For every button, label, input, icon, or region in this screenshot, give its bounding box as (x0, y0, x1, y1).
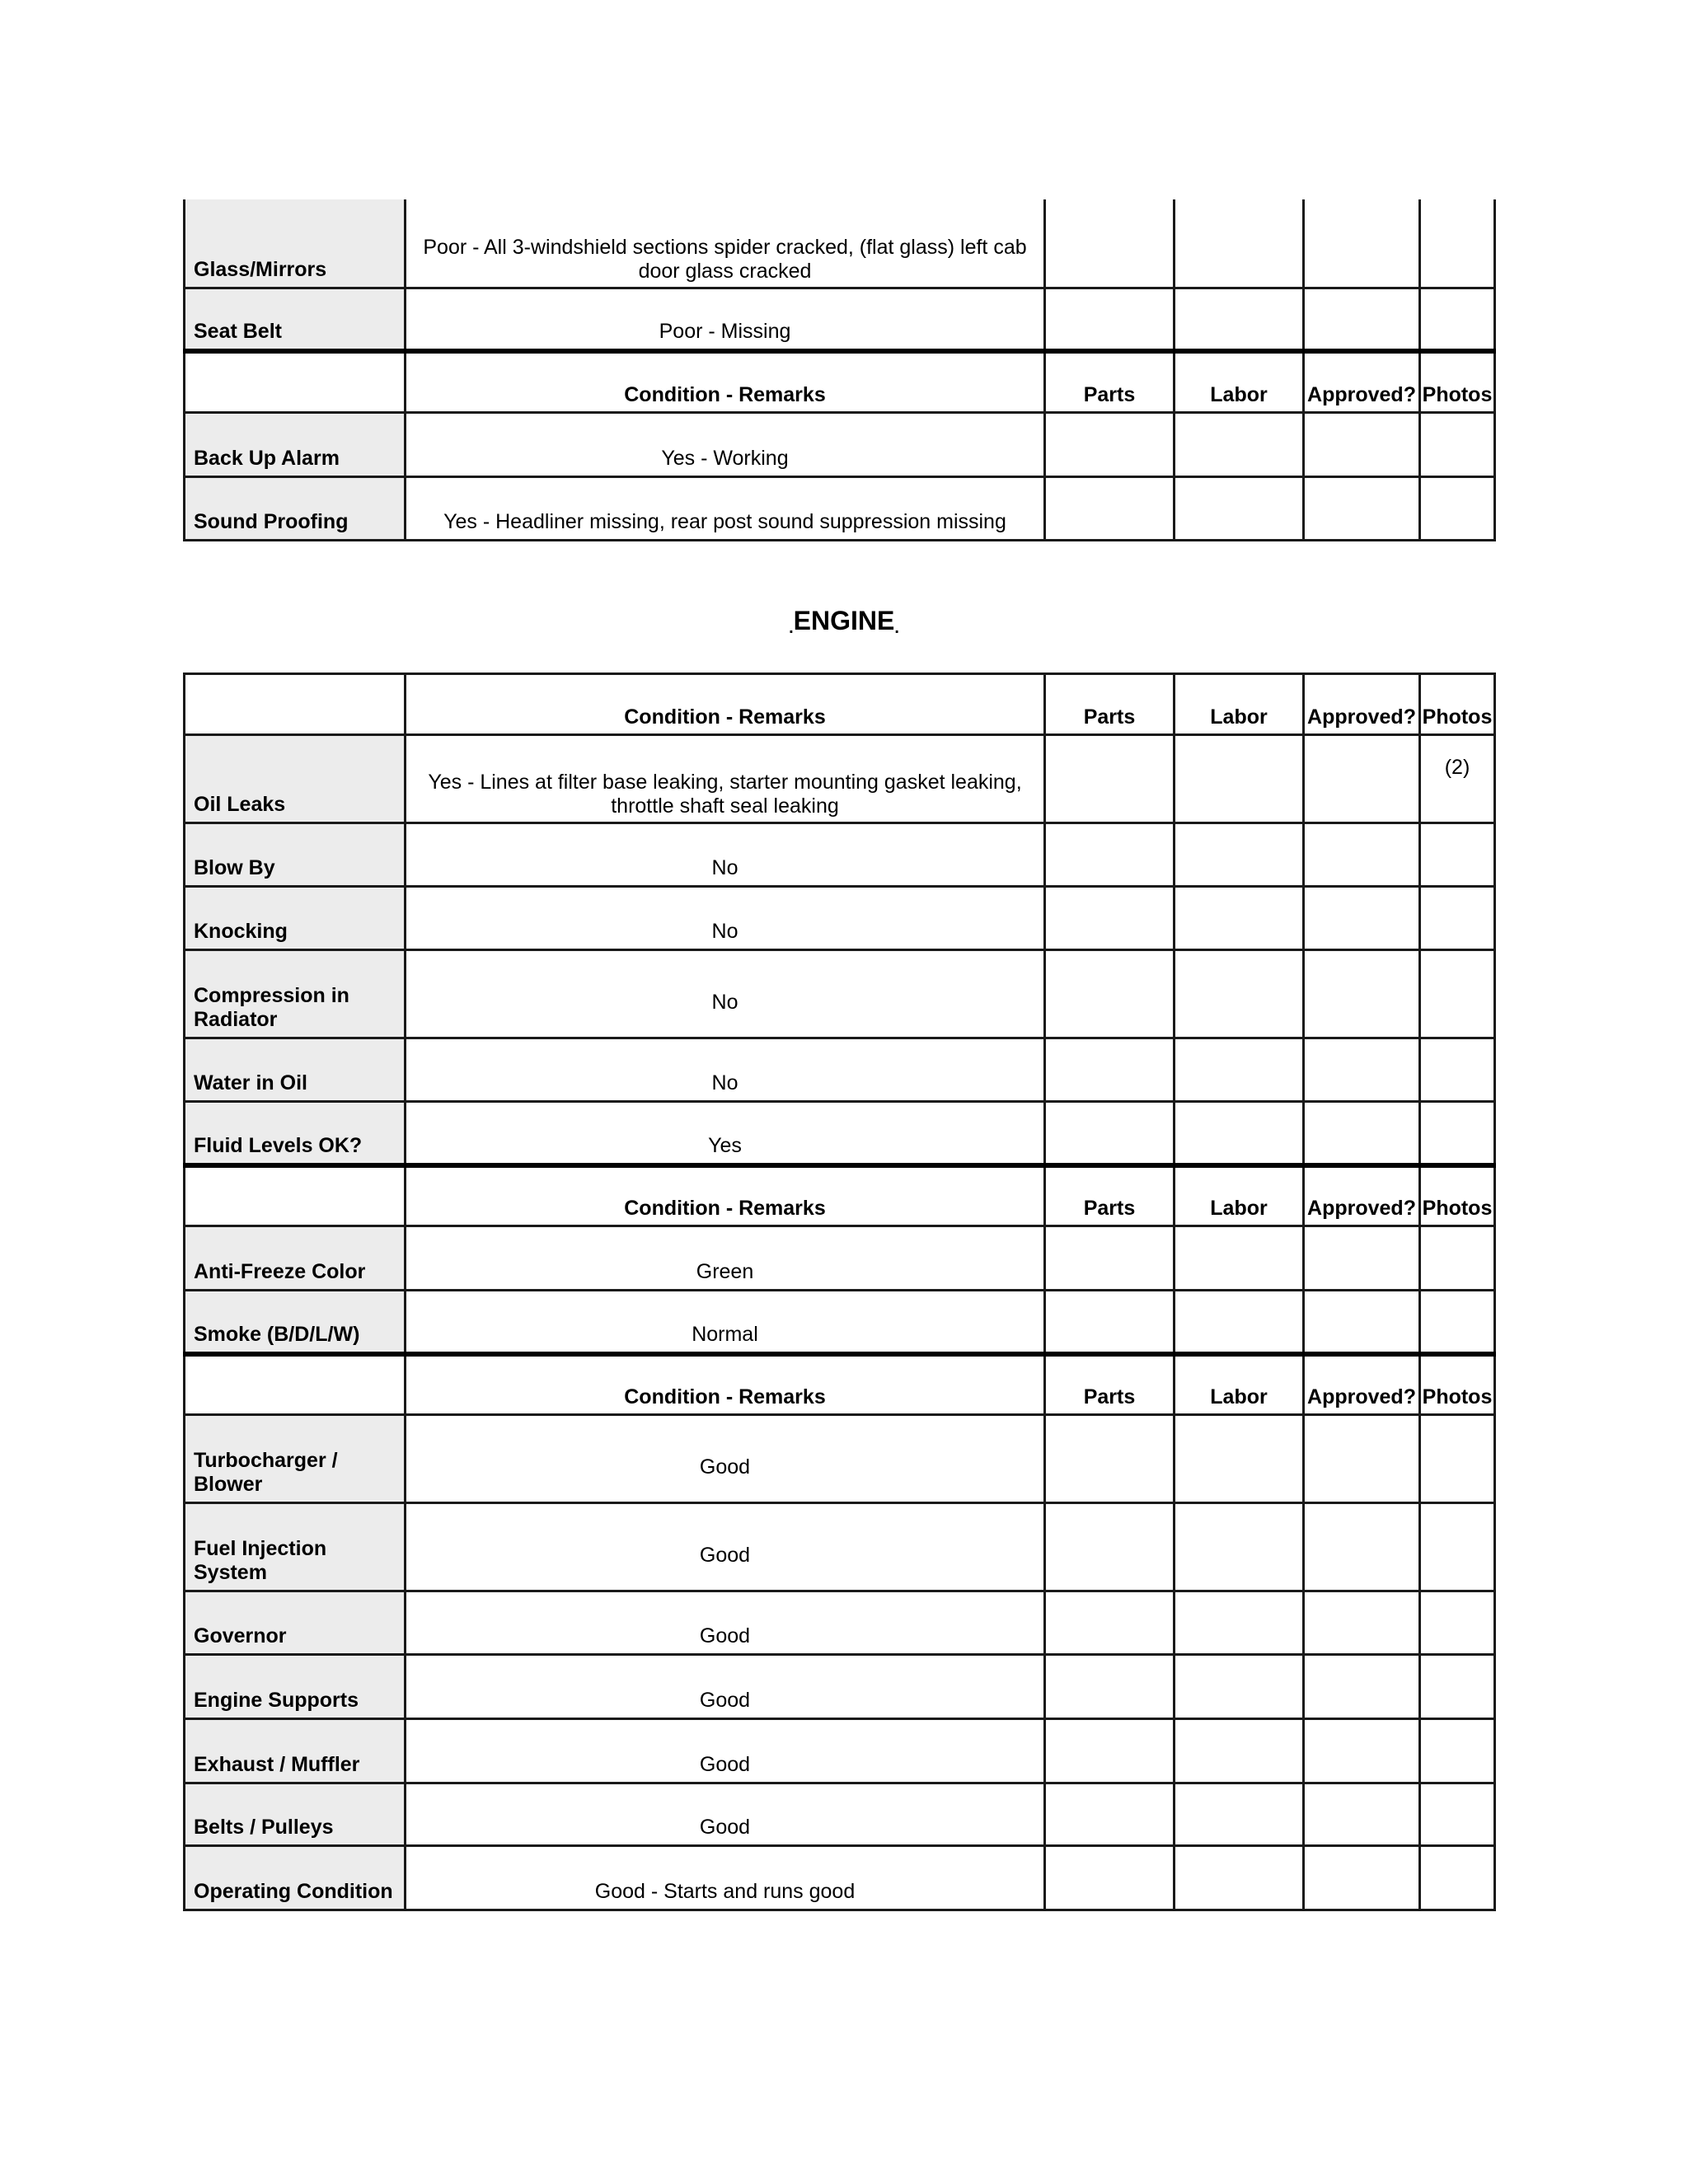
photos-cell[interactable] (1420, 1226, 1495, 1291)
labor-header: Labor (1175, 351, 1304, 412)
row-remark: No (406, 887, 1045, 950)
parts-cell[interactable] (1045, 1846, 1175, 1910)
parts-header: Parts (1045, 1354, 1175, 1415)
condition-header: Condition - Remarks (406, 674, 1045, 735)
parts-cell[interactable] (1045, 1102, 1175, 1165)
photos-header: Photos (1420, 1354, 1495, 1415)
row-remark: Yes - Lines at filter base leaking, starter mounting gasket leaking, throttle shaft seal leaking (406, 735, 1045, 823)
labor-header: Labor (1175, 1354, 1304, 1415)
row-remark: Green (406, 1226, 1045, 1291)
parts-cell[interactable] (1045, 1291, 1175, 1354)
labor-cell[interactable] (1175, 1591, 1304, 1655)
approved-cell[interactable] (1304, 1226, 1420, 1291)
approved-cell[interactable] (1304, 412, 1420, 476)
approved-cell[interactable] (1304, 1503, 1420, 1591)
row-label: Oil Leaks (185, 735, 406, 823)
labor-header: Labor (1175, 674, 1304, 735)
approved-cell[interactable] (1304, 1591, 1420, 1655)
labor-cell[interactable] (1175, 1102, 1304, 1165)
table-row (185, 199, 1495, 288)
photos-cell[interactable] (1420, 412, 1495, 476)
condition-header: Condition - Remarks (406, 1165, 1045, 1226)
table-row (185, 1291, 1495, 1354)
parts-cell[interactable] (1045, 1415, 1175, 1503)
row-remark: Normal (406, 1291, 1045, 1354)
photos-cell[interactable] (1420, 950, 1495, 1038)
row-label: Engine Supports (185, 1655, 406, 1719)
photos-header: Photos (1420, 351, 1495, 412)
approved-cell[interactable] (1304, 199, 1420, 288)
photos-cell[interactable] (1420, 1102, 1495, 1165)
row-remark: Yes - Working (406, 412, 1045, 476)
labor-cell[interactable] (1175, 1415, 1304, 1503)
labor-cell[interactable] (1175, 950, 1304, 1038)
header-blank (185, 1165, 406, 1226)
row-label: Governor (185, 1591, 406, 1655)
parts-cell[interactable] (1045, 1719, 1175, 1783)
row-remark: Good (406, 1719, 1045, 1783)
header-row (185, 1165, 1495, 1226)
labor-cell[interactable] (1175, 288, 1304, 351)
row-remark: Yes (406, 1102, 1045, 1165)
approved-cell[interactable] (1304, 1415, 1420, 1503)
table-row (185, 1846, 1495, 1910)
row-remark: No (406, 1038, 1045, 1102)
labor-cell[interactable] (1175, 887, 1304, 950)
parts-header: Parts (1045, 1165, 1175, 1226)
approved-header: Approved? (1304, 674, 1420, 735)
row-label: Water in Oil (185, 1038, 406, 1102)
row-remark: Yes - Headliner missing, rear post sound suppression missing (406, 476, 1045, 540)
approved-cell[interactable] (1304, 1655, 1420, 1719)
parts-cell[interactable] (1045, 288, 1175, 351)
row-label: Smoke (B/D/L/W) (185, 1291, 406, 1354)
header-row (185, 1354, 1495, 1415)
approved-cell[interactable] (1304, 1719, 1420, 1783)
row-label: Seat Belt (185, 288, 406, 351)
approved-cell[interactable] (1304, 735, 1420, 823)
row-label: Anti-Freeze Color (185, 1226, 406, 1291)
labor-cell[interactable] (1175, 476, 1304, 540)
row-remark: No (406, 823, 1045, 887)
photos-header: Photos (1420, 674, 1495, 735)
table-row (185, 735, 1495, 823)
labor-cell[interactable] (1175, 735, 1304, 823)
parts-header: Parts (1045, 674, 1175, 735)
engine-title: ENGINE (793, 606, 895, 635)
approved-cell[interactable] (1304, 1038, 1420, 1102)
row-remark: Poor - All 3-windshield sections spider cracked, (flat glass) left cab door glass cracked (406, 199, 1045, 288)
row-remark: Good (406, 1655, 1045, 1719)
labor-cell[interactable] (1175, 1038, 1304, 1102)
photos-cell[interactable] (1420, 1038, 1495, 1102)
row-label: Exhaust / Muffler (185, 1719, 406, 1783)
row-label: Sound Proofing (185, 476, 406, 540)
photos-cell[interactable] (1420, 1783, 1495, 1846)
approved-header: Approved? (1304, 351, 1420, 412)
photos-cell[interactable] (1420, 199, 1495, 288)
photos-cell[interactable] (1420, 1291, 1495, 1354)
table-row (185, 887, 1495, 950)
header-blank (185, 1354, 406, 1415)
labor-cell[interactable] (1175, 1783, 1304, 1846)
approved-cell[interactable] (1304, 1846, 1420, 1910)
parts-cell[interactable] (1045, 1655, 1175, 1719)
row-remark: No (406, 950, 1045, 1038)
photos-cell[interactable] (1420, 476, 1495, 540)
photos-cell[interactable] (1420, 1846, 1495, 1910)
table-row (185, 1783, 1495, 1846)
approved-cell[interactable] (1304, 288, 1420, 351)
approved-cell[interactable] (1304, 887, 1420, 950)
table-row (185, 823, 1495, 887)
parts-cell[interactable] (1045, 476, 1175, 540)
approved-cell[interactable] (1304, 1783, 1420, 1846)
table-row (185, 1102, 1495, 1165)
row-label: Fuel Injection System (185, 1503, 406, 1591)
labor-header: Labor (1175, 1165, 1304, 1226)
photos-cell[interactable] (1420, 887, 1495, 950)
parts-cell[interactable] (1045, 1783, 1175, 1846)
labor-cell[interactable] (1175, 1719, 1304, 1783)
parts-cell[interactable] (1045, 1226, 1175, 1291)
labor-cell[interactable] (1175, 412, 1304, 476)
labor-cell[interactable] (1175, 1655, 1304, 1719)
photos-header: Photos (1420, 1165, 1495, 1226)
table-row (185, 1655, 1495, 1719)
table-row (185, 476, 1495, 540)
condition-header: Condition - Remarks (406, 1354, 1045, 1415)
header-row (185, 351, 1495, 412)
labor-cell[interactable] (1175, 823, 1304, 887)
photos-cell[interactable] (1420, 1719, 1495, 1783)
labor-cell[interactable] (1175, 1226, 1304, 1291)
row-remark: Good (406, 1783, 1045, 1846)
table-row (185, 1591, 1495, 1655)
parts-cell[interactable] (1045, 950, 1175, 1038)
parts-cell[interactable] (1045, 1591, 1175, 1655)
row-label: Belts / Pulleys (185, 1783, 406, 1846)
row-label: Blow By (185, 823, 406, 887)
parts-cell[interactable] (1045, 199, 1175, 288)
photos-cell[interactable] (1420, 1655, 1495, 1719)
row-remark: Poor - Missing (406, 288, 1045, 351)
table-row (185, 1503, 1495, 1591)
photos-cell[interactable] (1420, 823, 1495, 887)
approved-header: Approved? (1304, 1165, 1420, 1226)
approved-cell[interactable] (1304, 950, 1420, 1038)
parts-header: Parts (1045, 351, 1175, 412)
table-row (185, 412, 1495, 476)
parts-cell[interactable] (1045, 735, 1175, 823)
row-label: Glass/Mirrors (185, 199, 406, 288)
photos-cell[interactable] (1420, 1503, 1495, 1591)
row-remark: Good (406, 1591, 1045, 1655)
row-label: Back Up Alarm (185, 412, 406, 476)
parts-cell[interactable] (1045, 412, 1175, 476)
engine-inspection-table (183, 673, 1496, 1911)
labor-cell[interactable] (1175, 199, 1304, 288)
approved-header: Approved? (1304, 1354, 1420, 1415)
row-label: Compression in Radiator (185, 950, 406, 1038)
approved-cell[interactable] (1304, 1102, 1420, 1165)
row-remark: Good - Starts and runs good (406, 1846, 1045, 1910)
row-label: Turbocharger / Blower (185, 1415, 406, 1503)
photos-cell[interactable] (1420, 1591, 1495, 1655)
table-row (185, 950, 1495, 1038)
row-remark: Good (406, 1415, 1045, 1503)
table-row (185, 1719, 1495, 1783)
photos-cell[interactable] (1420, 288, 1495, 351)
row-label: Operating Condition (185, 1846, 406, 1910)
row-label: Knocking (185, 887, 406, 950)
table-row (185, 1415, 1495, 1503)
labor-cell[interactable] (1175, 1291, 1304, 1354)
header-blank (185, 674, 406, 735)
approved-cell[interactable] (1304, 823, 1420, 887)
header-row (185, 674, 1495, 735)
photos-cell[interactable]: (2) (1420, 735, 1495, 823)
row-label: Fluid Levels OK? (185, 1102, 406, 1165)
row-remark: Good (406, 1503, 1045, 1591)
approved-cell[interactable] (1304, 476, 1420, 540)
condition-header: Condition - Remarks (406, 351, 1045, 412)
table-row (185, 288, 1495, 351)
parts-cell[interactable] (1045, 887, 1175, 950)
parts-cell[interactable] (1045, 823, 1175, 887)
approved-cell[interactable] (1304, 1291, 1420, 1354)
table-row (185, 1226, 1495, 1291)
section-title: .ENGINE. (789, 606, 899, 637)
header-blank (185, 351, 406, 412)
parts-cell[interactable] (1045, 1038, 1175, 1102)
photos-cell[interactable] (1420, 1415, 1495, 1503)
labor-cell[interactable] (1175, 1503, 1304, 1591)
cab-inspection-table (183, 199, 1496, 541)
labor-cell[interactable] (1175, 1846, 1304, 1910)
table-row (185, 1038, 1495, 1102)
parts-cell[interactable] (1045, 1503, 1175, 1591)
